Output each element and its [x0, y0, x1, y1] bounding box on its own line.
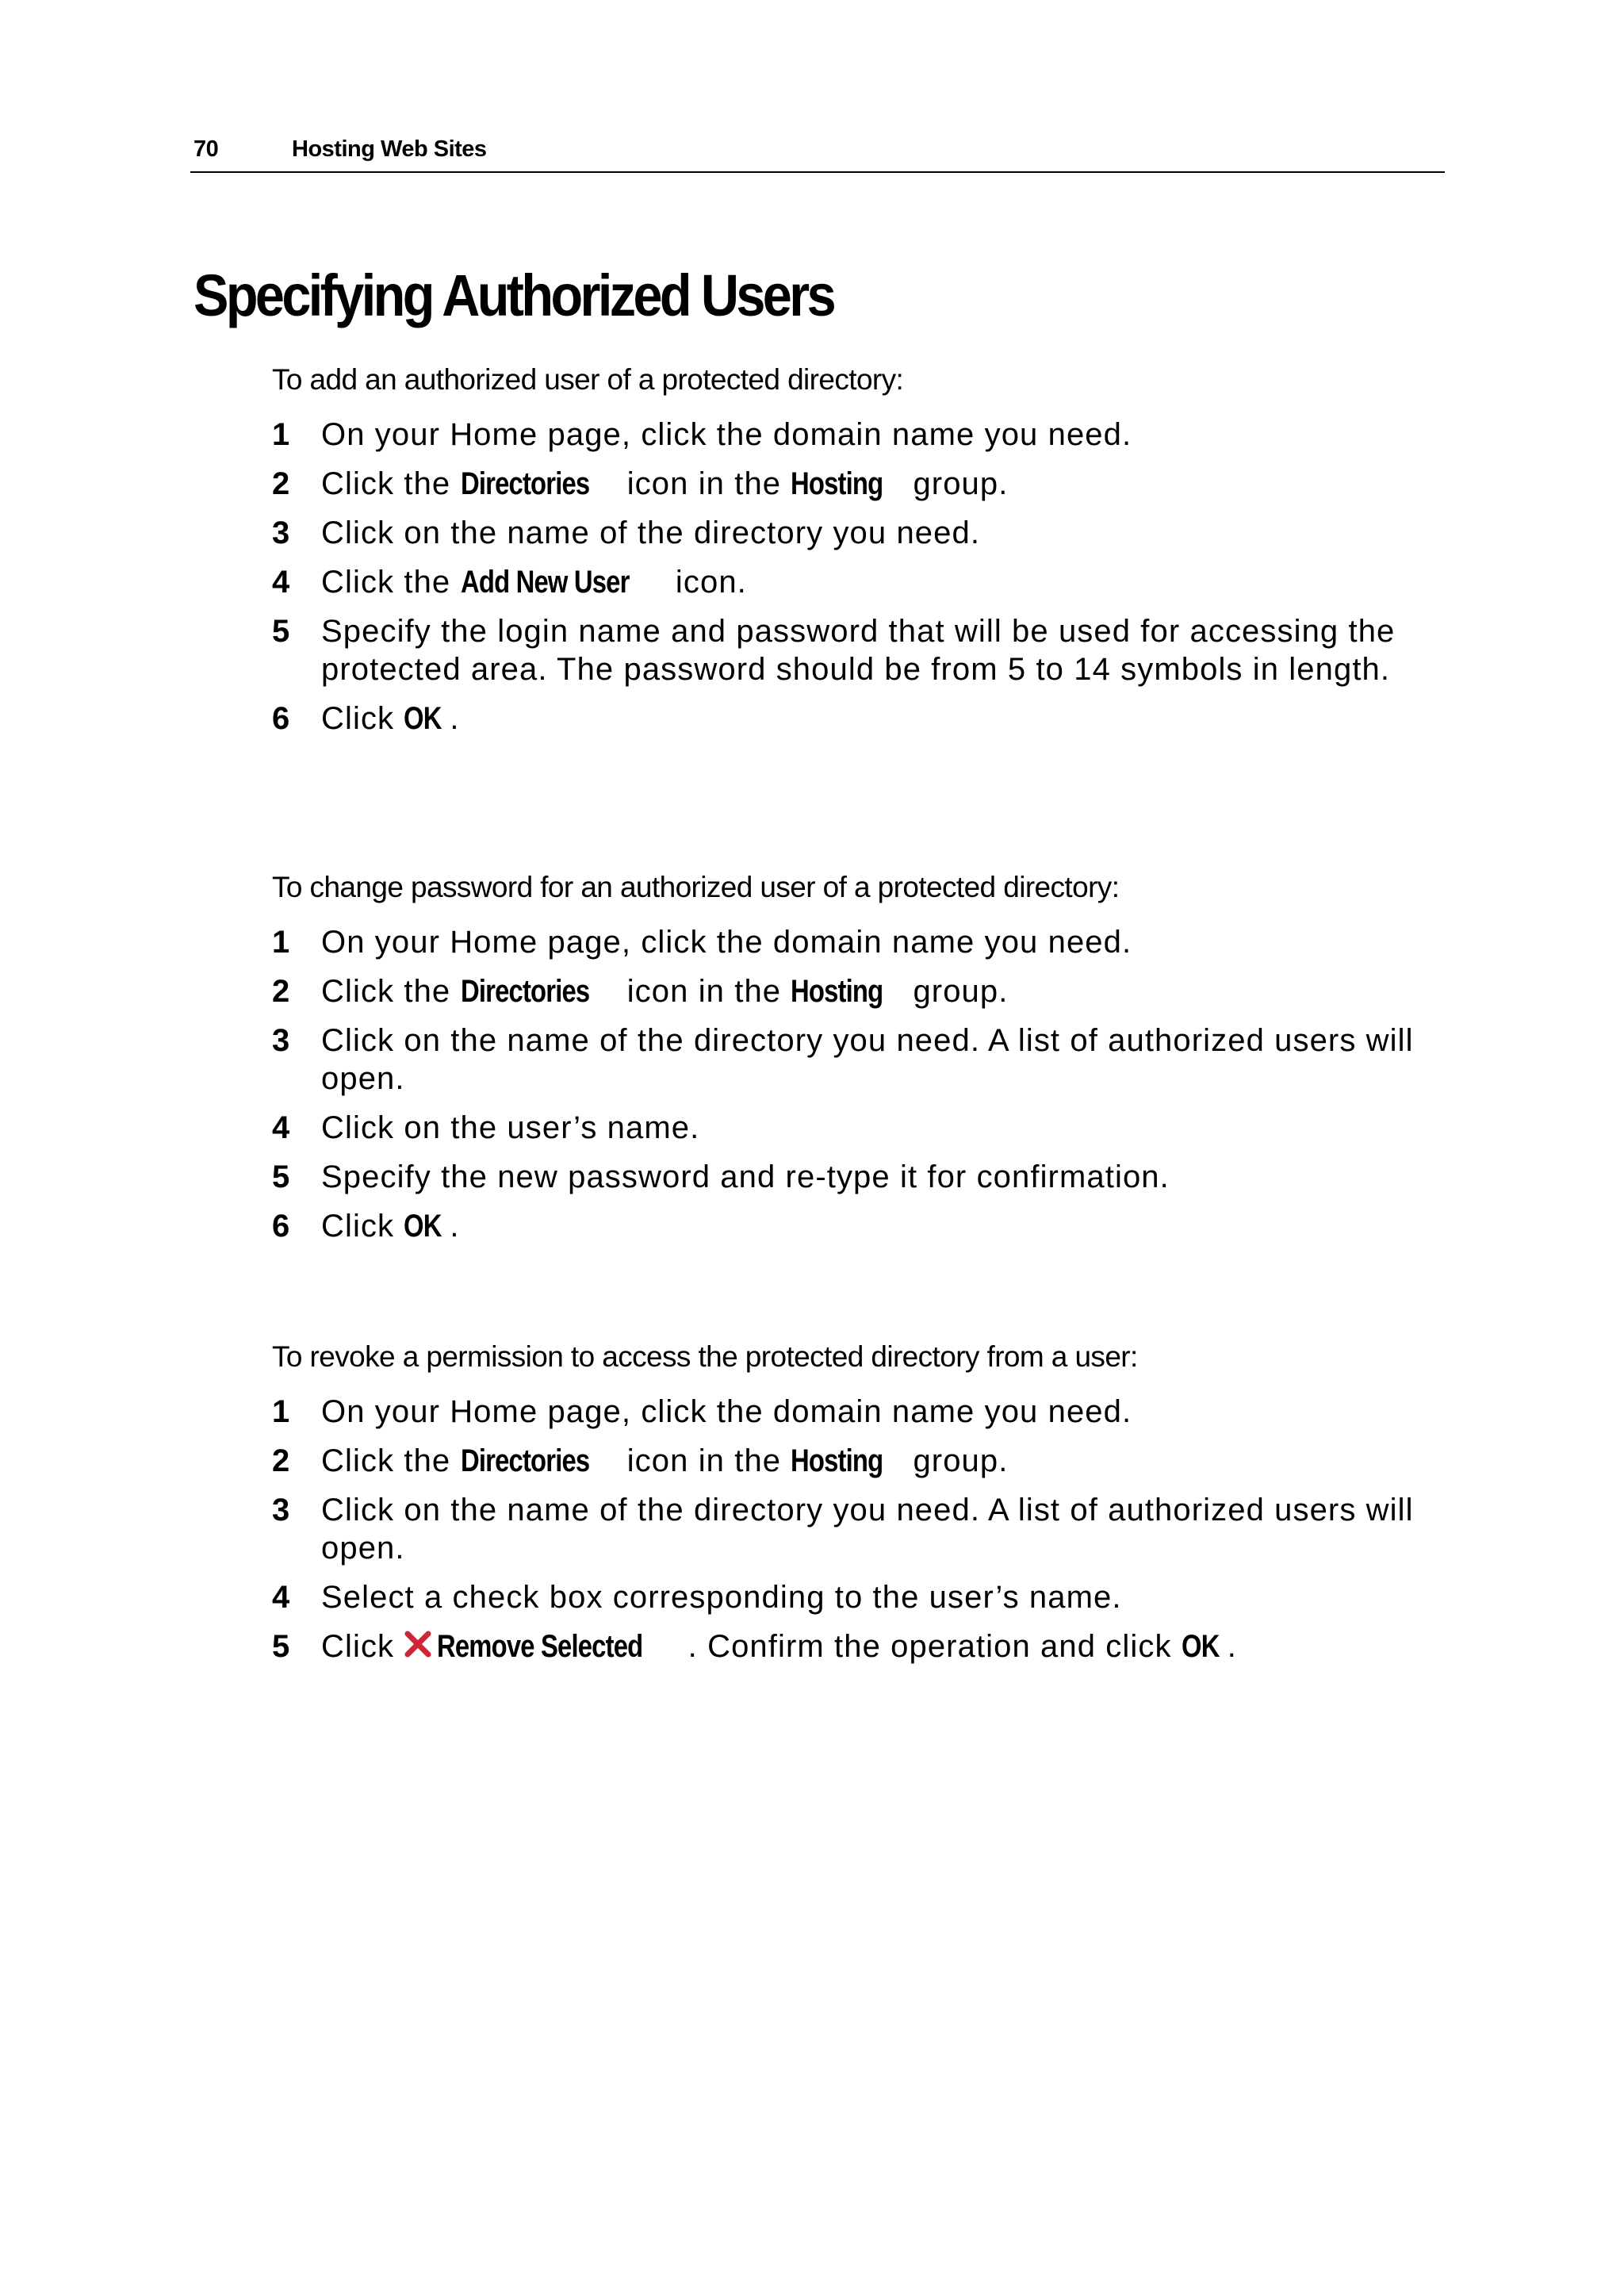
list-item [272, 1393, 1463, 1431]
step-number: 1 [272, 1394, 290, 1429]
step-text: On your Home page, click the domain name you need. [321, 925, 1132, 960]
step-text: Select a check box corresponding to the user’s name. [321, 1580, 1122, 1615]
list-item [272, 1627, 1463, 1665]
list-item [272, 465, 1463, 503]
step-number: 1 [272, 417, 290, 452]
step-text: On your Home page, click the domain name you need. [321, 1394, 1132, 1429]
list-item [272, 1109, 1463, 1147]
command-ok: OK [404, 701, 442, 736]
command-directories: Directories [460, 974, 589, 1009]
step-number: 6 [272, 701, 290, 736]
step-text: Click the [321, 1443, 461, 1478]
step-number: 2 [272, 466, 290, 501]
running-title: Hosting Web Sites [292, 136, 487, 162]
section-change-password [272, 871, 1461, 1256]
list-item [272, 1158, 1463, 1196]
step-list [272, 923, 1461, 1245]
step-text: Click on the user’s name. [321, 1110, 700, 1145]
section-add-user [272, 363, 1461, 749]
step-text: . [450, 701, 460, 736]
command-ok: OK [404, 1209, 442, 1244]
section-intro: To change password for an authorized user of a protected directory: [272, 871, 1120, 903]
step-text: icon. [665, 565, 747, 600]
command-directories: Directories [460, 466, 589, 501]
list-item [272, 1207, 1463, 1245]
step-number: 4 [272, 1110, 290, 1145]
remove-x-icon [404, 1630, 432, 1658]
step-number: 3 [272, 1493, 290, 1527]
step-number: 5 [272, 1629, 290, 1664]
command-remove-selected: Remove Selected [437, 1629, 643, 1664]
list-item [272, 1022, 1463, 1098]
list-item [272, 416, 1463, 454]
step-number: 5 [272, 614, 290, 649]
step-text: On your Home page, click the domain name you need. [321, 417, 1132, 452]
list-item [272, 1442, 1463, 1480]
page-title: Specifying Authorized Users [193, 263, 834, 328]
step-text: icon in the [617, 974, 791, 1009]
step-text: Click on the name of the directory you need. A list of authorized users will open. [321, 1493, 1414, 1566]
step-text: group. [903, 466, 1009, 501]
list-item [272, 612, 1463, 688]
step-number: 3 [272, 1023, 290, 1058]
list-item [272, 972, 1463, 1010]
section-intro: To add an authorized user of a protected directory: [272, 363, 904, 396]
step-number: 4 [272, 1580, 290, 1615]
step-text: Click the [321, 974, 461, 1009]
step-text: Click the [321, 466, 461, 501]
command-add-new-user: Add New User [460, 565, 630, 600]
command-directories: Directories [460, 1443, 589, 1478]
step-text: Click [321, 701, 404, 736]
step-text: Specify the new password and re-type it for confirmation. [321, 1159, 1170, 1194]
step-text: Click the [321, 565, 461, 600]
step-text: Click [321, 1629, 404, 1664]
list-item [272, 700, 1463, 738]
step-text: group. [903, 974, 1009, 1009]
page-number: 70 [193, 136, 219, 162]
step-text: Specify the login name and password that will be used for accessing the protected area. The password should be from 5 to 14 symbols in length. [321, 614, 1396, 687]
command-hosting: Hosting [791, 974, 883, 1009]
step-text: Click [321, 1209, 404, 1244]
step-number: 5 [272, 1159, 290, 1194]
step-list [272, 416, 1461, 738]
step-text: . [450, 1209, 460, 1244]
list-item [272, 563, 1463, 601]
running-header [190, 136, 1445, 173]
step-text: icon in the [617, 466, 791, 501]
step-number: 6 [272, 1209, 290, 1244]
step-number: 4 [272, 565, 290, 600]
step-text: Click on the name of the directory you need. A list of authorized users will open. [321, 1023, 1414, 1096]
command-hosting: Hosting [791, 466, 883, 501]
step-number: 2 [272, 974, 290, 1009]
step-text: . Confirm the operation and click [688, 1629, 1182, 1664]
step-text: group. [903, 1443, 1009, 1478]
step-list [272, 1393, 1461, 1665]
list-item [272, 1578, 1463, 1616]
command-hosting: Hosting [791, 1443, 883, 1478]
step-number: 2 [272, 1443, 290, 1478]
list-item [272, 923, 1463, 961]
step-number: 3 [272, 516, 290, 550]
list-item [272, 514, 1463, 552]
list-item [272, 1491, 1463, 1567]
section-intro: To revoke a permission to access the protected directory from a user: [272, 1340, 1138, 1373]
step-text: . [1227, 1629, 1238, 1664]
command-ok: OK [1181, 1629, 1220, 1664]
step-text: Click on the name of the directory you need. [321, 516, 981, 550]
section-revoke-permission [272, 1340, 1461, 1677]
step-number: 1 [272, 925, 290, 960]
step-text: icon in the [617, 1443, 791, 1478]
